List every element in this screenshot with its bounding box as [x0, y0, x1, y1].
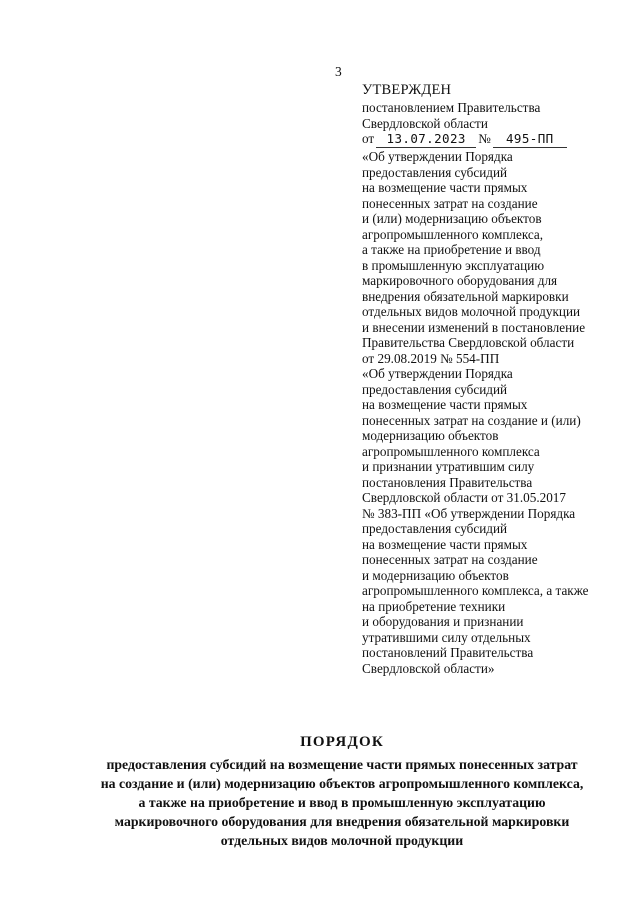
approval-text-line: в промышленную эксплуатацию — [362, 257, 545, 273]
order-subtitle-line: отдельных видов молочной продукции — [220, 833, 464, 848]
approval-text-line: на возмещение части прямых — [362, 397, 528, 412]
approval-text-line: а также на приобретение и ввод — [362, 242, 541, 257]
order-subtitle-line: а также на приобретение и ввод в промышленную эксплуатацию — [138, 795, 546, 810]
approval-text-line: предоставления субсидий — [362, 521, 508, 536]
order-heading-block — [60, 733, 624, 850]
approval-text-line: утратившими силу отдельных — [362, 629, 531, 645]
date-number-row — [362, 131, 632, 148]
approval-block — [362, 82, 632, 676]
approval-line-by: постановлением Правительства — [362, 100, 541, 115]
approval-text-line: и (или) модернизацию объектов — [362, 211, 542, 226]
approval-text-line: внедрения обязательной маркировки — [362, 288, 569, 304]
approval-text-line: постановлений Правительства — [362, 645, 534, 660]
approval-text-line: и оборудования и признании — [362, 614, 524, 629]
approval-text-line: Свердловской области» — [362, 660, 495, 676]
approval-text-line: предоставления субсидий — [362, 381, 508, 397]
approval-text-line: от 29.08.2019 № 554-ПП — [362, 350, 500, 366]
approval-text-line: агропромышленного комплекса, — [362, 226, 544, 242]
approval-text-line: понесенных затрат на создание — [362, 552, 538, 567]
approval-text-line: постановления Правительства — [362, 474, 533, 490]
date-prefix: от — [362, 131, 375, 146]
approval-text-line: модернизацию объектов — [362, 428, 499, 443]
approval-text-line: Свердловской области от 31.05.2017 — [362, 490, 566, 505]
approval-text-line: и модернизацию объектов — [362, 567, 509, 583]
approval-title: УТВЕРЖДЕН — [362, 82, 452, 98]
approval-text-line: понесенных затрат на создание и (или) — [362, 412, 581, 428]
order-subtitle-line: предоставления субсидий на возмещение части прямых понесенных затрат — [106, 757, 578, 772]
approval-text-line: на возмещение части прямых — [362, 536, 528, 552]
approval-text-line: на приобретение техники — [362, 598, 506, 614]
approval-text — [362, 149, 632, 676]
approval-text-line: отдельных видов молочной продукции — [362, 304, 581, 319]
approval-text-line: и признании утратившим силу — [362, 459, 535, 474]
approval-text-line: маркировочного оборудования для — [362, 273, 558, 288]
decree-date: 13.07.2023 — [376, 131, 476, 148]
approval-text-line: «Об утверждении Порядка — [362, 366, 513, 381]
approval-text-line: предоставления субсидий — [362, 164, 508, 180]
decree-number: 495-ПП — [493, 131, 567, 148]
approval-text-line: на возмещение части прямых — [362, 180, 528, 195]
page-number: 3 — [335, 64, 342, 79]
order-subtitle-line: на создание и (или) модернизацию объектов агропромышленного комплекса, — [100, 776, 584, 791]
approval-text-line: «Об утверждении Порядка — [362, 149, 513, 164]
order-subtitle-line: маркировочного оборудования для внедрения обязательной маркировки — [114, 814, 570, 829]
approval-line-region: Свердловской области — [362, 115, 488, 131]
number-prefix: № — [478, 131, 491, 146]
approval-text-line: понесенных затрат на создание — [362, 195, 538, 211]
approval-text-line: Правительства Свердловской области — [362, 335, 575, 350]
order-title: ПОРЯДОК — [300, 734, 384, 750]
approval-text-line: № 383-ПП «Об утверждении Порядка — [362, 505, 576, 521]
approval-text-line: и внесении изменений в постановление — [362, 319, 586, 335]
approval-text-line: агропромышленного комплекса — [362, 443, 540, 459]
approval-text-line: агропромышленного комплекса, а также — [362, 583, 589, 598]
